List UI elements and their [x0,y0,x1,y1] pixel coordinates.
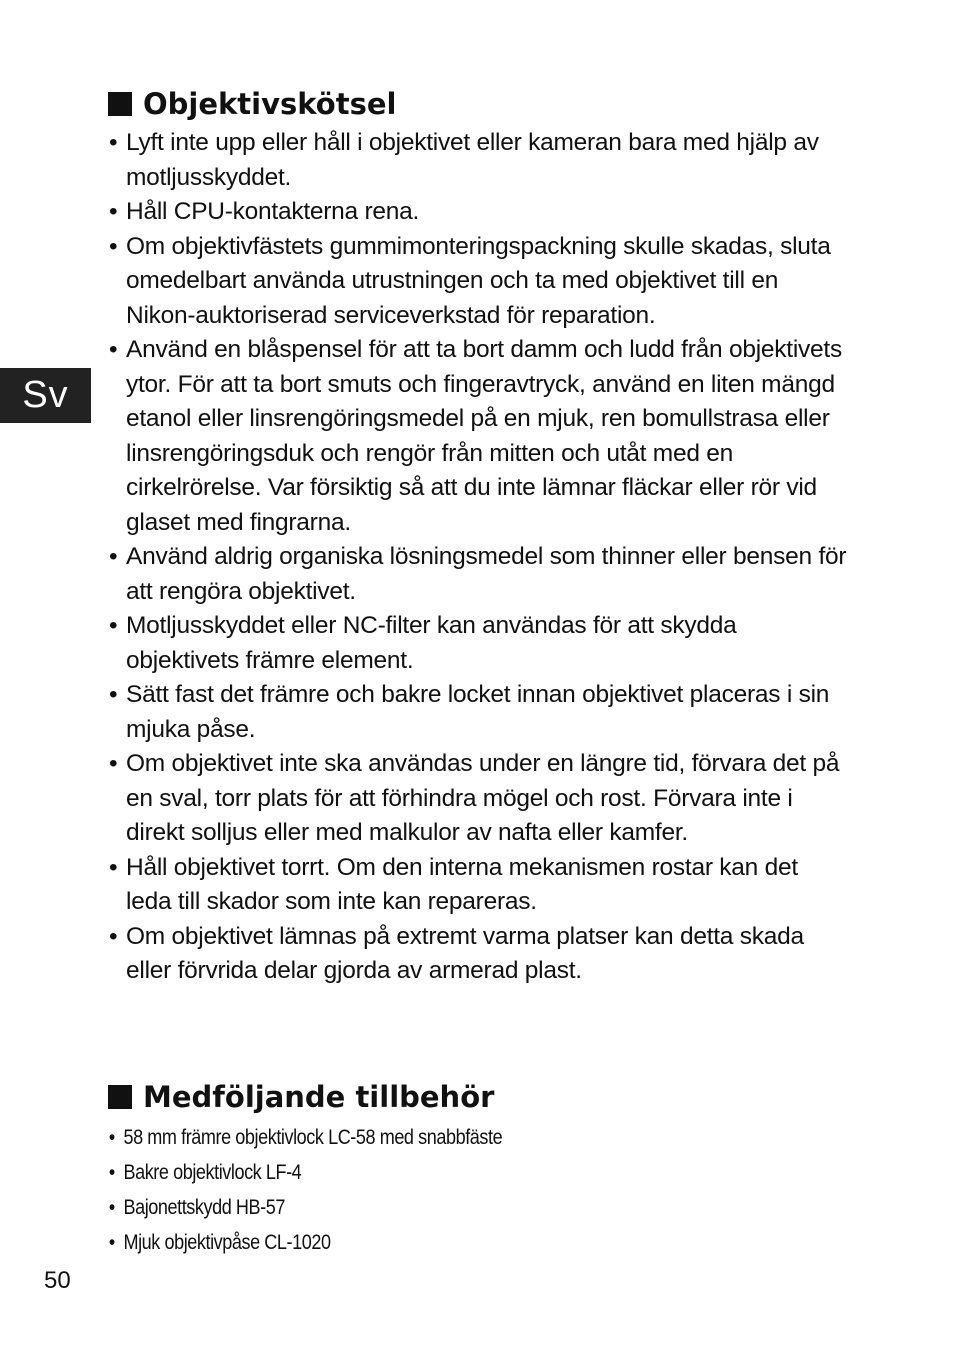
list-item [108,195,848,230]
list-item-text: Sätt fast det främre och bakre locket innan objektivet placeras i sin mjuka påse. [126,681,830,743]
bullet-icon: • [109,543,118,570]
list-item-text: 58 mm främre objektivlock LC-58 med snabbfäste [123,1126,503,1149]
list-item [108,609,848,678]
list-item [108,851,848,920]
list-item-text: Lyft inte upp eller håll i objektivet eller kameran bara med hjälp av motljusskyddet. [126,129,819,191]
list-item [108,1120,744,1155]
bullet-icon: • [109,922,118,950]
list-item [108,540,848,609]
list-item [108,678,848,747]
list-item-text: Bajonettskydd HB-57 [123,1196,285,1219]
list-item [108,230,848,334]
list-item-text: Håll CPU-kontakterna rena. [126,198,420,225]
bullet-icon: • [109,750,118,777]
list-item-text: Bakre objektivlock LF-4 [123,1161,302,1184]
bullet-icon: • [109,681,118,708]
bullet-icon: • [109,336,118,363]
bullet-icon: • [108,1231,115,1254]
list-item [108,126,848,195]
language-tab: Sv [0,368,91,423]
bullet-icon: • [109,129,118,156]
section-square-icon [108,1085,132,1109]
list-item [108,1155,744,1190]
list-item-text: Om objektivet lämnas på extremt varma platser kan detta skada eller förvrida delar gjorda av armerad plast. [126,922,804,984]
list-item-text: Motljusskyddet eller NC-filter kan användas för att skydda objektivets främre element. [126,612,737,674]
bullet-icon: • [108,1196,115,1219]
section-square-icon [108,92,132,116]
list-item-text: Använd en blåspensel för att ta bort damm och ludd från objektivets ytor. För att ta bort smuts och fingeravtryck, använd en liten mängd etanol eller linsrengöringsmedel på en mjuk, ren bomullstrasa eller linsrengöringsduk och rengör från mitten och utåt med en cirkelrörelse. Var försiktig så att du inte lämnar fläckar eller rör vid glaset med fingrarna. [126,336,842,536]
list-item-text: Håll objektivet torrt. Om den interna mekanismen rostar kan det leda till skador som inte kan repareras. [126,853,798,915]
bullet-icon: • [109,198,118,225]
section-title-text: Medföljande tillbehör [143,1080,495,1114]
lens-care-list [108,126,848,989]
bullet-icon: • [108,1161,115,1184]
list-item-text: Mjuk objektivpåse CL-1020 [123,1231,331,1254]
list-item-text: Om objektivet inte ska användas under en längre tid, förvara det på en sval, torr plats för att förhindra mögel och rost. Förvara inte i direkt solljus eller med malkulor av nafta eller kamfer. [126,750,840,846]
bullet-icon: • [109,853,118,881]
bullet-icon: • [109,612,118,639]
list-item [108,1190,744,1225]
section-title-lens-care [108,86,396,122]
list-item [108,1225,744,1260]
list-item-text: Om objektivfästets gummimonteringspackning skulle skadas, sluta omedelbart använda utrustningen och ta med objektivet till en Nikon-auktoriserad serviceverkstad för reparation. [126,232,831,329]
section-title-accessories [108,1079,494,1115]
list-item [108,920,848,989]
bullet-icon: • [109,232,118,260]
page-number: 50 [44,1267,71,1294]
section-title-text: Objektivskötsel [143,87,397,121]
accessories-list [108,1120,744,1260]
list-item-text: Använd aldrig organiska lösningsmedel som thinner eller bensen för att rengöra objektivet. [126,543,847,605]
list-item [108,333,848,540]
list-item [108,747,848,851]
bullet-icon: • [108,1126,115,1149]
